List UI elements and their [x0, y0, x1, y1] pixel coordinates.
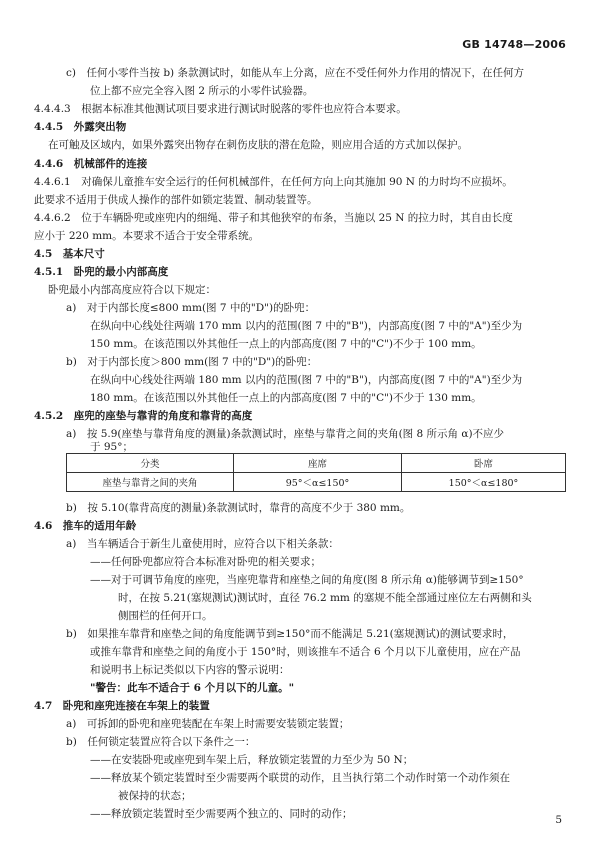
list-item-text: 或推车靠背和座垫之间的角度小于 150°时，则该推车不适合 6 个月以下儿童使用，应在产品 — [90, 646, 521, 658]
list-item-text: 180 mm。在该范围以外其他任一点上的内部高度(图 7 中的"C")不少于 130 mm。 — [90, 392, 482, 404]
list-item: b) 对于内部长度＞800 mm(图 7 中的"D")的卧兜： — [66, 356, 318, 368]
table-cell: 座垫与靠背之间的夹角 — [67, 473, 234, 492]
clause-text: 卧兜最小内部高度应符合以下规定： — [48, 284, 216, 296]
dash-item: ——任何卧兜都应符合本标准对卧兜的相关要求； — [90, 556, 321, 568]
angle-table — [66, 453, 566, 492]
section-heading: 4.5 基本尺寸 — [34, 248, 105, 260]
table-header-cell: 分类 — [67, 454, 234, 473]
dash-item-text: 时，在按 5.21(塞规测试)测试时，直径 76.2 mm 的塞规不能全部通过座位左右两侧和头 — [118, 592, 532, 604]
table-cell: 95°＜α≤150° — [234, 473, 402, 492]
list-item: a) 当车辆适合于新生儿童使用时，应符合以下相关条款： — [66, 538, 339, 550]
list-item: b) 如果推车靠背和座垫之间的角度能调节到≥150°而不能满足 5.21(塞规测试)的测试要求时， — [66, 628, 514, 640]
clause-text: 此要求不适用于供成人操作的部件如锁定装置、制动装置等。 — [34, 194, 318, 206]
clause-text: 4.4.6.2 位于车辆卧兜或座兜内的细绳、带子和其他狭窄的布条，当施以 25 N 的拉力时，其自由长度 — [34, 212, 513, 224]
section-heading: 4.7 卧兜和座兜连接在车架上的装置 — [34, 700, 210, 712]
list-item-text: 在纵向中心线处往两端 180 mm 以内的范围(图 7 中的"B")，内部高度(图 7 中的"A")至少为 — [90, 374, 523, 386]
list-item-text: 和说明书上标记类似以下内容的警示说明： — [90, 664, 290, 676]
dash-item: ——释放某个锁定装置时至少需要两个联贯的动作，且当执行第二个动作时第一个动作须在 — [90, 772, 510, 784]
standard-number: GB 14748—2006 — [462, 38, 566, 51]
table-header-cell: 卧席 — [402, 454, 566, 473]
list-item-text: 150 mm。在该范围以外其他任一点上的内部高度(图 7 中的"C")不少于 100 mm。 — [90, 338, 482, 350]
list-item-text: 在纵向中心线处往两端 170 mm 以内的范围(图 7 中的"B")，内部高度(图 7 中的"A")至少为 — [90, 320, 523, 332]
section-heading: 4.4.6 机械部件的连接 — [34, 158, 148, 170]
clause-text: 在可触及区域内，如果外露突出物存在刺伤皮肤的潜在危险，则应用合适的方式加以保护。 — [48, 139, 468, 151]
dash-item-text: 被保持的状态； — [118, 790, 192, 802]
list-item: a) 对于内部长度≤800 mm(图 7 中的"D")的卧兜： — [66, 302, 316, 314]
dash-item: ——在安装卧兜或座兜到车架上后，释放锁定装置的力至少为 50 N； — [90, 754, 414, 766]
list-item: a) 按 5.9(座垫与靠背角度的测量)条款测试时，座垫与靠背之间的夹角(图 8 所示角 α)不应少 — [66, 428, 505, 440]
list-item: b) 任何锁定装置应符合以下条件之一： — [66, 736, 256, 748]
warning-text: "警告：此车不适合于 6 个月以下的儿童。" — [90, 682, 295, 694]
section-heading: 4.5.2 座兜的座垫与靠背的角度和靠背的高度 — [34, 410, 253, 422]
clause-text: 位上都不应完全容入图 2 所示的小零件试验器。 — [90, 85, 314, 97]
clause-text: 应小于 220 mm。本要求不适合于安全带系统。 — [34, 230, 260, 242]
section-heading: 4.6 推车的适用年龄 — [34, 520, 137, 532]
table-header-cell: 座席 — [234, 454, 402, 473]
clause-text: c) 任何小零件当按 b) 条款测试时，如能从车上分离，应在不受任何外力作用的情况下，在任何方 — [66, 67, 524, 79]
table-row — [67, 473, 566, 492]
section-heading: 4.5.1 卧兜的最小内部高度 — [34, 266, 169, 278]
section-heading: 4.4.5 外露突出物 — [34, 121, 127, 133]
list-item: b) 按 5.10(靠背高度的测量)条款测试时，靠背的高度不少于 380 mm。 — [66, 502, 411, 514]
table-header-row — [67, 454, 566, 473]
page-number: 5 — [555, 814, 562, 826]
dash-item-text: 侧围栏的任何开口。 — [118, 610, 213, 622]
clause-text: 4.4.6.1 对确保儿童推车安全运行的任何机械部件，在任何方向上向其施加 90 N 的力时均不应损坏。 — [34, 176, 513, 188]
dash-item: ——释放锁定装置时至少需要两个独立的、同时的动作； — [90, 808, 353, 820]
list-item: a) 可拆卸的卧兜和座兜装配在车架上时需要安装锁定装置； — [66, 718, 350, 730]
dash-item: ——对于可调节角度的座兜，当座兜靠背和座垫之间的角度(图 8 所示角 α)能够调节到≥150° — [90, 574, 524, 586]
clause-text: 4.4.4.3 根据本标准其他测试项目要求进行测试时脱落的零件也应符合本要求。 — [34, 103, 407, 115]
list-item-text: 于 95°； — [90, 441, 133, 453]
table-cell: 150°＜α≤180° — [402, 473, 566, 492]
